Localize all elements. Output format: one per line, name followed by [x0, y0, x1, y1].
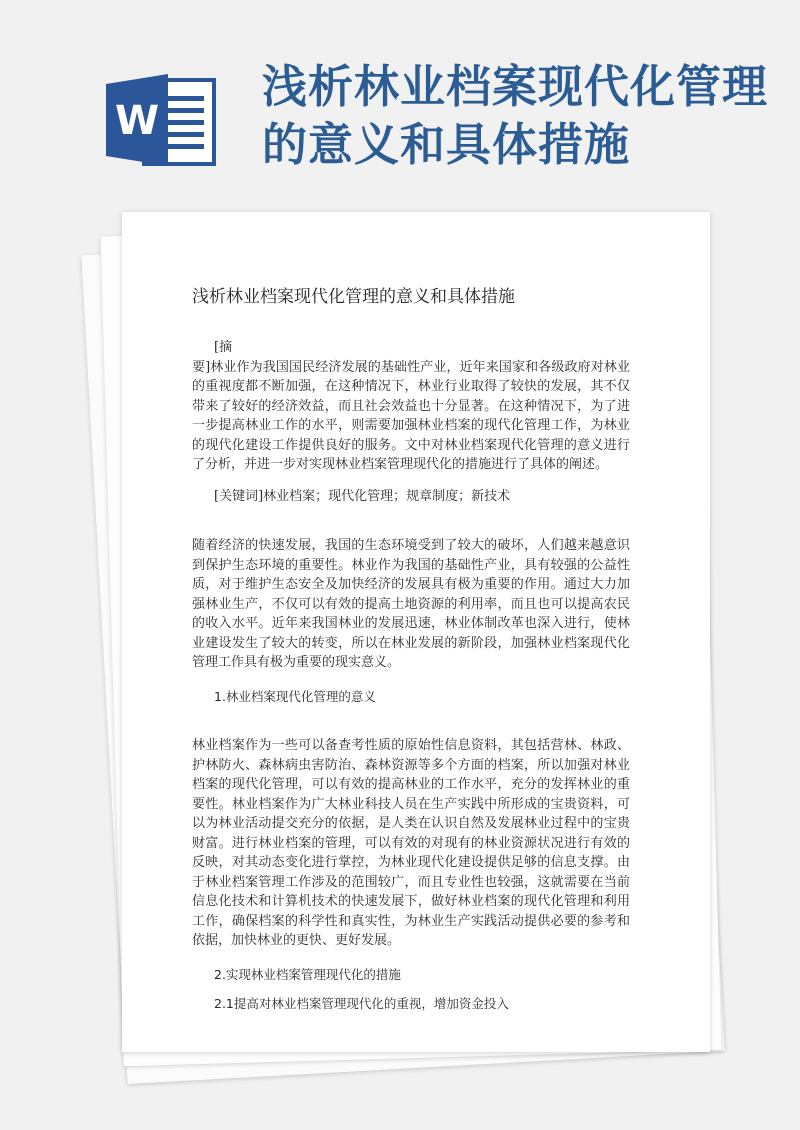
word-document-icon: [106, 70, 220, 170]
document-title: 浅析林业档案现代化管理的意义和具体措施: [192, 287, 515, 307]
abstract-paragraph: 要]林业作为我国国民经济发展的基础性产业，近年来国家和各级政府对林业的重视度都不断加强，在这种情况下，林业行业取得了较快的发展，其不仅带来了较好的经济效益，而且社会效益也十分显著。在这种情况下，为了进一步提高林业工作的水平，则需要加强林业档案的现代化管理工作，为林业的现代化建设工作提供良好的服务。文中对林业档案现代化管理的意义进行了分析，并进一步对实现林业档案管理现代化的措施进行了具体的阐述。: [192, 359, 630, 472]
banner-title: 浅析林业档案现代化管理的意义和具体措施: [262, 60, 769, 171]
document-body: [192, 286, 630, 1014]
section-1-paragraph: 林业档案作为一些可以备查考性质的原始性信息资料，其包括营林、林政、护林防火、森林病虫害防治、森林资源等多个方面的档案，所以加强对林业档案的现代化管理，可以有效的提高林业的工作水平，充分的发挥林业的重要性。林业档案作为广大林业科技人员在生产实践中所形成的宝贵资料，可以为林业活动提交充分的依据，是人类在认识自然及发展林业过程中的宝贵财富。进行林业档案的管理，可以有效的对现有的林业资源状况进行有效的反映，对其动态变化进行掌控，为林业现代化建设提供足够的信息支撑。由于林业档案管理工作涉及的范围较广，而且专业性也较强，这就需要在当前信息化技术和计算机技术的快速发展下，做好林业档案的现代化管理和利用工作，确保档案的科学性和真实性，为林业生产实践活动提供必要的参考和依据，加快林业的更快、更好发展。: [192, 738, 630, 948]
svg-text:W: W: [114, 98, 160, 144]
intro-paragraph: 随着经济的快速发展，我国的生态环境受到了较大的破坏，人们越来越意识到保护生态环境的重要性。林业作为我国的基础性产业，具有较强的公益性质，对于维护生态安全及加快经济的发展具有极为重要的作用。通过大力加强林业生产，不仅可以有效的提高土地资源的利用率，而且也可以提高农民的收入水平。近年来我国林业的发展迅速，林业体制改革也深入进行，使林业建设发生了较大的转变，所以在林业发展的新阶段，加强林业档案现代化管理工作具有极为重要的现实意义。: [192, 538, 630, 670]
section-1-heading: 1.林业档案现代化管理的意义: [214, 688, 376, 704]
section-2-heading: 2.实现林业档案管理现代化的措施: [214, 966, 401, 982]
keywords-line: [关键词]林业档案；现代化管理；规章制度；新技术: [214, 488, 511, 504]
banner: [0, 0, 800, 210]
abstract-label: [摘: [214, 340, 233, 355]
section-2-1-heading: 2.1提高对林业档案管理现代化的重视，增加资金投入: [214, 996, 509, 1011]
